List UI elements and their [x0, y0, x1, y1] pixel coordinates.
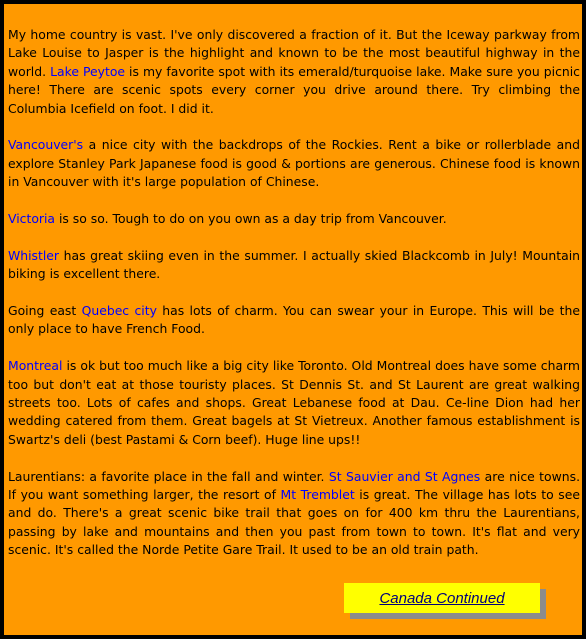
place-name-highlight: Quebec city: [81, 303, 157, 319]
paragraph-text: has lots of charm. You can swear your in Europe. This will be the only place to have French Food.: [8, 303, 580, 337]
article-text: [8, 26, 580, 578]
paragraph-text: a nice city with the backdrops of the Rockies. Rent a bike or rollerblade and explore Stanley Park Japanese food is good & portions are generous. Chinese food is known in Vancouver with it's large population of Chinese.: [8, 137, 580, 190]
canada-continued-button[interactable]: Canada Continued: [344, 583, 540, 613]
paragraph: [8, 302, 580, 339]
place-name-highlight: Whistler: [8, 247, 60, 263]
place-name-highlight: St Sauvier and St Agnes: [328, 468, 481, 484]
place-name-highlight: Lake Peytoe: [50, 63, 126, 79]
paragraph-text: are nice towns. If you want something larger, the resort of: [8, 468, 581, 503]
paragraph-text: Laurentians: a favorite place in the fall and winter.: [8, 468, 329, 484]
paragraph-text: My home country is vast. I've only discovered a fraction of it. But the Iceway parkway from Lake Louise to Jasper is the highlight and known to be the most beautiful highway in the world.: [8, 27, 580, 79]
paragraph-text: is so so. Tough to do on you own as a day trip from Vancouver.: [55, 211, 447, 227]
place-name-highlight: Mt Tremblet: [280, 487, 355, 503]
paragraph: [8, 136, 580, 191]
paragraph: [8, 357, 580, 449]
paragraph: [8, 210, 580, 228]
paragraph-text: has great skiing even in the summer. I actually skied Blackcomb in July! Mountain biking is excellent there.: [8, 247, 580, 282]
place-name-highlight: Victoria: [8, 211, 56, 227]
paragraph: [8, 26, 580, 118]
paragraph: [8, 247, 580, 284]
continue-button-wrapper: [344, 583, 540, 613]
paragraph-text: is ok but too much like a big city like Toronto. Old Montreal does have some charm too but don't eat at those touristy places. St Dennis St. and St Laurent are great walking streets too. Lots of cafes and shops. Great Lebanese food at Dau. Ce-line Dion had her wedding catered from them. Great bagels at St Vietreux. Another famous establishment is Swartz's deli (best Pastami & Corn beef). Huge line ups!!: [8, 358, 580, 447]
paragraph-text: is great. The village has lots to see and do. There's a great scenic bike trail that goes on for 400 km thru the Laurentians, passing by lake and mountains and then you past from town to town. It's flat and very scenic. It's called the Norde Petite Gare Trail. It used to be an old train path.: [8, 487, 580, 558]
paragraph: [8, 468, 580, 560]
paragraph-text: is my favorite spot with its emerald/turquoise lake. Make sure you picnic here! There are scenic spots every corner you drive around there. Try climbing the Columbia Icefield on foot. I did it.: [8, 63, 580, 116]
place-name-highlight: Montreal: [8, 358, 63, 374]
place-name-highlight: Vancouver's: [8, 137, 84, 153]
paragraph-text: Going east: [8, 303, 82, 319]
